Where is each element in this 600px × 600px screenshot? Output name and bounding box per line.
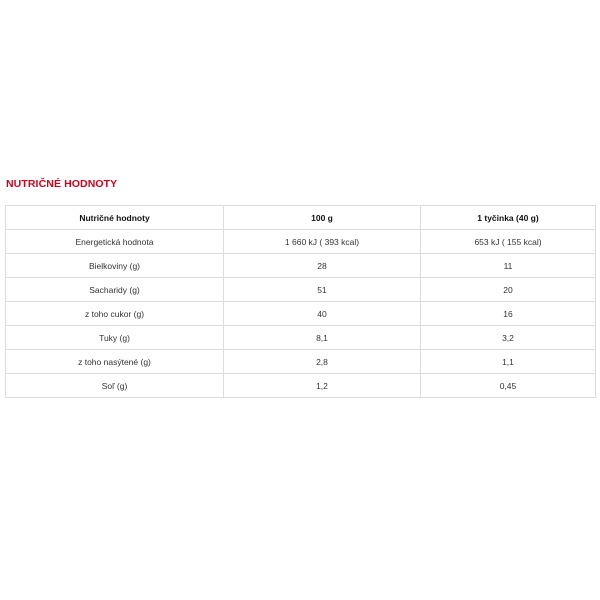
nutrient-name: z toho cukor (g) — [6, 302, 224, 326]
table-row — [6, 326, 596, 350]
nutrient-name: Tuky (g) — [6, 326, 224, 350]
value-per-bar: 3,2 — [421, 326, 596, 350]
value-per-bar: 653 kJ ( 155 kcal) — [421, 230, 596, 254]
value-per-100g: 2,8 — [224, 350, 421, 374]
value-per-100g: 28 — [224, 254, 421, 278]
header-per-100g: 100 g — [224, 206, 421, 230]
table-row — [6, 302, 596, 326]
value-per-bar: 0,45 — [421, 374, 596, 398]
nutrient-name: Bielkoviny (g) — [6, 254, 224, 278]
value-per-100g: 1,2 — [224, 374, 421, 398]
nutrient-name: Energetická hodnota — [6, 230, 224, 254]
table-row — [6, 350, 596, 374]
value-per-100g: 8,1 — [224, 326, 421, 350]
value-per-bar: 20 — [421, 278, 596, 302]
value-per-bar: 11 — [421, 254, 596, 278]
nutrient-name: Sacharidy (g) — [6, 278, 224, 302]
header-nutrient: Nutričné hodnoty — [6, 206, 224, 230]
table-row — [6, 278, 596, 302]
nutrition-table — [5, 205, 596, 398]
table-row — [6, 374, 596, 398]
table-row — [6, 254, 596, 278]
nutrient-name: z toho nasýtené (g) — [6, 350, 224, 374]
nutrient-name: Soľ (g) — [6, 374, 224, 398]
header-per-bar: 1 tyčinka (40 g) — [421, 206, 596, 230]
value-per-100g: 1 660 kJ ( 393 kcal) — [224, 230, 421, 254]
value-per-bar: 16 — [421, 302, 596, 326]
section-title: NUTRIČNÉ HODNOTY — [6, 178, 118, 190]
table-header-row — [6, 206, 596, 230]
value-per-100g: 40 — [224, 302, 421, 326]
value-per-100g: 51 — [224, 278, 421, 302]
value-per-bar: 1,1 — [421, 350, 596, 374]
table-row — [6, 230, 596, 254]
